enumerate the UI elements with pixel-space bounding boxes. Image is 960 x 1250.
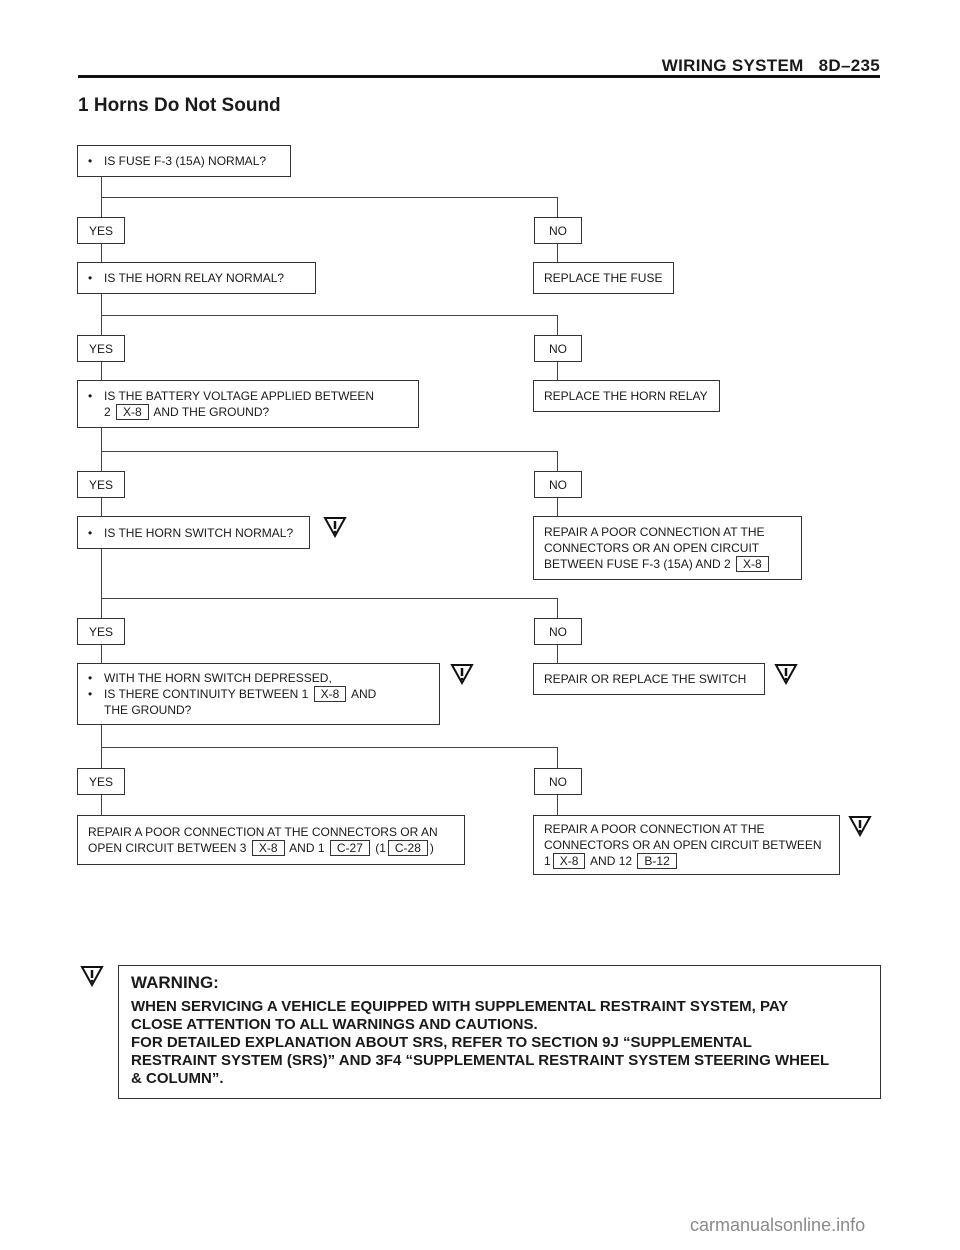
yes-label: YES (77, 217, 125, 244)
replace-horn-relay-text: REPLACE THE HORN RELAY (544, 389, 708, 403)
battery-voltage-line2 (88, 404, 408, 420)
repair-switch-text: REPAIR OR REPLACE THE SWITCH (544, 672, 747, 686)
no-label: NO (534, 618, 582, 645)
warning-triangle-icon (323, 516, 347, 538)
flow-line (557, 598, 558, 618)
flow-line (101, 549, 102, 618)
yes-label: YES (77, 335, 125, 362)
continuity-line1: • WITH THE HORN SWITCH DEPRESSED, (88, 670, 429, 686)
warning-line: WHEN SERVICING A VEHICLE EQUIPPED WITH SUPPLEMENTAL RESTRAINT SYSTEM, PAY (131, 998, 789, 1015)
pin-number: 2 (104, 405, 111, 419)
warning-line: FOR DETAILED EXPLANATION ABOUT SRS, REFER TO SECTION 9J “SUPPLEMENTAL (131, 1034, 752, 1051)
replace-horn-relay-box (533, 380, 720, 412)
repair-fuse-circuit-box (533, 516, 802, 580)
check-horn-switch-text: • IS THE HORN SWITCH NORMAL? (88, 525, 299, 541)
no-label: NO (534, 335, 582, 362)
connector-tag: C-28 (388, 840, 428, 856)
flow-line (101, 598, 557, 599)
check-horn-switch-box (77, 516, 310, 549)
pin-number: 1 (544, 854, 551, 868)
check-horn-relay-box (77, 262, 316, 294)
continuity-line2-text: IS THERE CONTINUITY BETWEEN 1 (104, 687, 309, 701)
warning-line: & COLUMN”. (131, 1070, 224, 1087)
flow-line (101, 315, 557, 316)
repair-horn-circuit-line2: CONNECTORS OR AN OPEN CIRCUIT BETWEEN (544, 838, 822, 852)
paren-open: (1 (375, 841, 386, 855)
flow-line (557, 362, 558, 380)
repair-switch-circuit-line1: REPAIR A POOR CONNECTION AT THE CONNECTORS OR AN (88, 825, 438, 839)
replace-fuse-text: REPLACE THE FUSE (544, 271, 663, 285)
no-label: NO (534, 217, 582, 244)
flow-line (101, 428, 102, 471)
warning-triangle-icon (450, 663, 474, 685)
no-label: NO (534, 471, 582, 498)
connector-tag: X-8 (314, 686, 347, 702)
repair-switch-circuit-line2 (88, 840, 454, 856)
check-horn-relay-text: • IS THE HORN RELAY NORMAL? (88, 270, 305, 286)
battery-voltage-line1: • IS THE BATTERY VOLTAGE APPLIED BETWEEN (88, 388, 408, 404)
repair-horn-circuit-and: AND 12 (590, 854, 633, 868)
flow-line (101, 451, 557, 452)
page-header (662, 56, 880, 76)
repair-fuse-line3 (544, 556, 791, 572)
flow-line (101, 747, 557, 748)
repair-switch-circuit-line2-text: OPEN CIRCUIT BETWEEN 3 (88, 841, 247, 855)
page-number: 8D–235 (818, 56, 880, 75)
yes-label: YES (77, 471, 125, 498)
warning-line: CLOSE ATTENTION TO ALL WARNINGS AND CAUTIONS. (131, 1016, 538, 1033)
flow-line (101, 645, 102, 663)
repair-switch-circuit-box (77, 815, 465, 865)
repair-fuse-line3-text: BETWEEN FUSE F-3 (15A) AND 2 (544, 557, 731, 571)
continuity-and: AND (350, 687, 377, 701)
connector-tag: C-27 (330, 840, 370, 856)
warning-triangle-icon (848, 815, 872, 837)
check-continuity-box (77, 663, 440, 725)
check-fuse-box (77, 145, 291, 177)
repair-fuse-line1: REPAIR A POOR CONNECTION AT THE (544, 525, 765, 539)
replace-fuse-box (533, 262, 674, 294)
yes-label: YES (77, 768, 125, 795)
continuity-line3: THE GROUND? (104, 703, 192, 717)
flow-line (557, 315, 558, 335)
flow-line (101, 197, 557, 198)
warning-heading: WARNING: (131, 973, 219, 992)
connector-tag: X-8 (736, 556, 769, 572)
srs-warning-box (118, 965, 881, 1099)
battery-voltage-tail: AND THE GROUND? (153, 405, 270, 419)
flow-line (557, 747, 558, 768)
flow-line (101, 795, 102, 815)
section-title: WIRING SYSTEM (661, 56, 804, 75)
flow-line (101, 362, 102, 380)
flow-line (101, 498, 102, 516)
check-battery-voltage-box (77, 380, 419, 428)
page-title: 1 Horns Do Not Sound (78, 95, 281, 116)
flow-line (101, 244, 102, 262)
no-label: NO (534, 768, 582, 795)
repair-switch-circuit-and: AND 1 (289, 841, 325, 855)
repair-horn-circuit-box (533, 815, 840, 875)
flow-line (557, 645, 558, 663)
connector-tag: X-8 (553, 853, 586, 869)
connector-tag: X-8 (116, 404, 149, 420)
watermark: carmanualsonline.info (690, 1215, 866, 1235)
repair-fuse-line2: CONNECTORS OR AN OPEN CIRCUIT (544, 541, 760, 555)
connector-tag: X-8 (252, 840, 285, 856)
repair-horn-circuit-line3 (544, 853, 829, 869)
yes-label: YES (77, 618, 125, 645)
flow-line (557, 498, 558, 516)
repair-horn-circuit-line1: REPAIR A POOR CONNECTION AT THE (544, 822, 765, 836)
warning-triangle-icon (80, 965, 104, 987)
check-fuse-text: • IS FUSE F-3 (15A) NORMAL? (88, 153, 280, 169)
continuity-line2 (88, 686, 429, 702)
repair-switch-box (533, 663, 765, 695)
header-rule (78, 75, 880, 78)
connector-tag: B-12 (637, 853, 676, 869)
flow-line (557, 197, 558, 217)
flow-line (557, 451, 558, 471)
flow-line (557, 244, 558, 262)
warning-triangle-icon (774, 663, 798, 685)
warning-line: RESTRAINT SYSTEM (SRS)” AND 3F4 “SUPPLEMENTAL RESTRAINT SYSTEM STEERING WHEEL (131, 1052, 830, 1069)
paren-close: ) (429, 841, 434, 855)
flow-line (557, 795, 558, 815)
